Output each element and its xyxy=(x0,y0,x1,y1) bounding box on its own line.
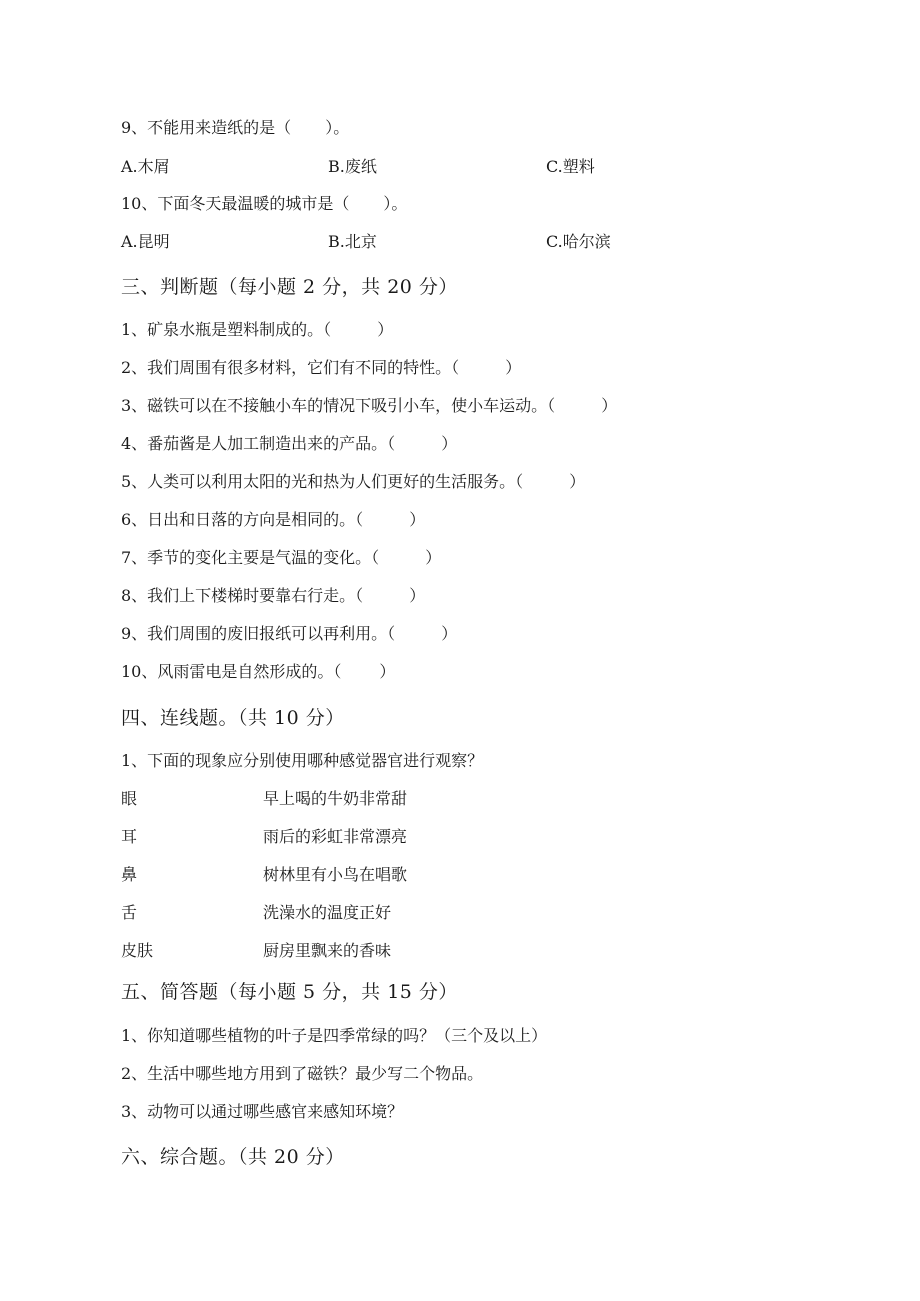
match-right-item[interactable]: 厨房里飘来的香味 xyxy=(263,941,392,960)
paren-close: ） xyxy=(425,548,442,567)
short-item: 3、动物可以通过哪些感官来感知环境？ xyxy=(121,1102,404,1121)
judge-item-text: 10、风雨雷电是自然形成的。（ xyxy=(121,662,342,681)
match-right-item[interactable]: 树林里有小鸟在唱歌 xyxy=(263,865,408,884)
judge-item xyxy=(121,396,617,416)
judge-item xyxy=(121,320,393,340)
section-title-judge: 三、判断题（每小题 2 分，共 20 分） xyxy=(121,276,458,298)
paren-close: ） xyxy=(441,434,458,453)
match-left-item[interactable]: 眼 xyxy=(121,789,138,808)
judge-item xyxy=(121,662,395,682)
judge-item xyxy=(121,624,457,644)
mc-10-option-c: C.哈尔滨 xyxy=(546,232,611,251)
short-item: 1、你知道哪些植物的叶子是四季常绿的吗？（三个及以上） xyxy=(121,1026,548,1045)
mc-question-9 xyxy=(121,118,349,138)
judge-item xyxy=(121,434,457,454)
match-left-item[interactable]: 皮肤 xyxy=(121,941,154,960)
match-left-item[interactable]: 鼻 xyxy=(121,865,138,884)
match-left-item[interactable]: 舌 xyxy=(121,903,138,922)
judge-item-text: 3、磁铁可以在不接触小车的情况下吸引小车，使小车运动。（ xyxy=(121,396,556,415)
judge-item-text: 6、日出和日落的方向是相同的。（ xyxy=(121,510,364,529)
section-title-short: 五、简答题（每小题 5 分，共 15 分） xyxy=(121,981,458,1003)
match-question: 1、下面的现象应分别使用哪种感觉器官进行观察？ xyxy=(121,751,484,770)
paren-close: ） xyxy=(601,396,618,415)
judge-item-text: 8、我们上下楼梯时要靠右行走。（ xyxy=(121,586,364,605)
paren-close: ） xyxy=(505,358,522,377)
mc-question-10-text: 10、下面冬天最温暖的城市是（ xyxy=(121,194,350,213)
judge-item-text: 5、人类可以利用太阳的光和热为人们更好的生活服务。（ xyxy=(121,472,524,491)
paren-close: ） xyxy=(569,472,586,491)
mc-question-10-close: ）。 xyxy=(383,194,408,213)
section-title-match: 四、连线题。（共 10 分） xyxy=(121,707,345,729)
mc-9-option-c: C.塑料 xyxy=(546,157,595,176)
paren-close: ） xyxy=(379,662,396,681)
judge-item xyxy=(121,586,425,606)
paren-close: ） xyxy=(377,320,394,339)
mc-question-9-close: ）。 xyxy=(325,118,350,137)
judge-item-text: 7、季节的变化主要是气温的变化。（ xyxy=(121,548,380,567)
judge-item xyxy=(121,548,441,568)
paren-close: ） xyxy=(409,586,426,605)
judge-item xyxy=(121,510,425,530)
judge-item-text: 4、番茄酱是人加工制造出来的产品。（ xyxy=(121,434,396,453)
match-right-item[interactable]: 洗澡水的温度正好 xyxy=(263,903,392,922)
mc-9-option-a: A.木屑 xyxy=(121,157,170,176)
judge-item-text: 1、矿泉水瓶是塑料制成的。（ xyxy=(121,320,332,339)
mc-9-option-b: B.废纸 xyxy=(328,157,377,176)
match-right-item[interactable]: 早上喝的牛奶非常甜 xyxy=(263,789,408,808)
paren-close: ） xyxy=(409,510,426,529)
section-title-comprehensive: 六、综合题。（共 20 分） xyxy=(121,1146,345,1168)
mc-10-option-b: B.北京 xyxy=(328,232,377,251)
mc-question-9-text: 9、不能用来造纸的是（ xyxy=(121,118,292,137)
match-left-item[interactable]: 耳 xyxy=(121,827,138,846)
judge-item xyxy=(121,358,521,378)
short-item: 2、生活中哪些地方用到了磁铁？最少写二个物品。 xyxy=(121,1064,484,1083)
mc-question-10 xyxy=(121,194,407,214)
judge-item-text: 2、我们周围有很多材料，它们有不同的特性。（ xyxy=(121,358,460,377)
judge-item-text: 9、我们周围的废旧报纸可以再利用。（ xyxy=(121,624,396,643)
mc-10-option-a: A.昆明 xyxy=(121,232,170,251)
match-right-item[interactable]: 雨后的彩虹非常漂亮 xyxy=(263,827,408,846)
paren-close: ） xyxy=(441,624,458,643)
judge-item xyxy=(121,472,585,492)
